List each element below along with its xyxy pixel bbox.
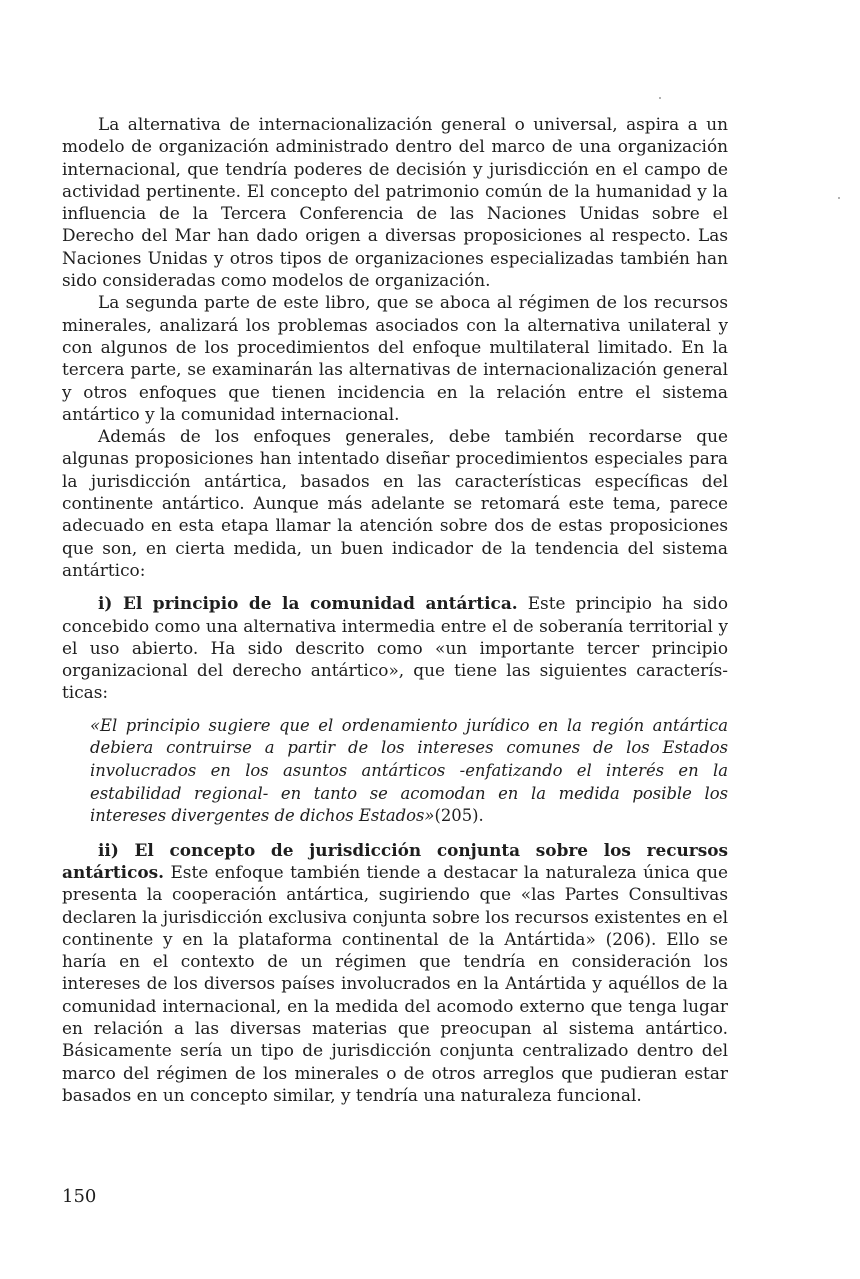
scan-speck	[838, 197, 840, 199]
section-heading-antarctic-community: i) El principio de la comunidad antártica.	[98, 593, 518, 614]
section-heading-joint-jurisdiction: ii) El concepto de jurisdicción conjunta sobre los recursos antárticos.	[62, 839, 728, 882]
document-page	[62, 113, 728, 1106]
quote-text: «El principio sugiere que el ordenamiento jurídico en la región antártica debiera contruirse a partir de los intereses comunes de los Estados involucrados en los asuntos antárticos -enfatizando el interés en la estabilidad regional- en tanto se acomodan en la medida posible los intereses divergentes de dichos Estados»	[90, 715, 728, 826]
section-text-joint-jurisdiction: Este enfoque también tiende a destacar la naturaleza única que presenta la cooperación antártica, sugiriendo que «las Partes Consultivas declaren la jurisdicción exclusiva conjunta sobre los recursos existentes en el continente y en la plataforma continental de la Antártida» (206). Ello se haría en el contexto de un régimen que tendría en consideración los intereses de los diversos países involucrados en la Antártida y aquéllos de la comunidad internacional, en la medida del acomodo externo que tenga lugar en relación a las diversas materias que preocupan al sistema antártico. Básicamente sería un tipo de jurisdicción conjunta centralizado dentro del marco del régimen de los minerales o de otros arreglos que pudieran estar basados en un concepto similar, y tendría una naturaleza funcional.	[62, 861, 728, 1105]
section-antarctic-community	[62, 592, 728, 703]
page-number: 150	[62, 1186, 97, 1207]
block-quote	[90, 715, 728, 828]
quote-citation: (205).	[434, 806, 484, 826]
paragraph-internationalization: La alternativa de internacionalización general o universal, aspira a un modelo de organización administrado dentro del marco de una organización internacional, que tendría poderes de decisión y jurisdicción en el campo de actividad pertinente. El concepto del patrimonio común de la humanidad y la influencia de la Tercera Conferencia de las Naciones Unidas sobre el Derecho del Mar han dado origen a diversas proposiciones al respecto. Las Naciones Unidas y otros tipos de organizaciones especializadas también han sido consideradas como modelos de organización.	[62, 114, 728, 291]
paragraph-general-approaches: Además de los enfoques generales, debe también recordarse que algunas proposiciones han intentado diseñar procedimientos especiales para la jurisdicción antártica, basados en las características específicas del continente antártico. Aunque más adelante se retomará este tema, parece adecuado en esta etapa llamar la atención sobre dos de estas proposiciones que son, en cierta medida, un buen indicador de la tendencia del sistema antártico:	[62, 426, 728, 580]
section-text-antarctic-community: Este principio ha sido concebido como una alternativa intermedia entre el de soberanía territorial y el uso abierto. Ha sido descrito como «un importante tercer principio organizacional del derecho antártico», que tiene las siguientes características:	[62, 593, 728, 703]
section-joint-jurisdiction	[62, 839, 728, 1107]
paragraph-second-part: La segunda parte de este libro, que se aboca al régimen de los recursos minerales, analizará los problemas asociados con la alternativa unilateral y con algunos de los procedimientos del enfoque multilateral limitado. En la tercera parte, se examinarán las alternativas de internacionalización general y otros enfoques que tienen incidencia en la relación entre el sistema antártico y la comunidad internacional.	[62, 292, 728, 424]
scan-speck	[659, 97, 661, 99]
